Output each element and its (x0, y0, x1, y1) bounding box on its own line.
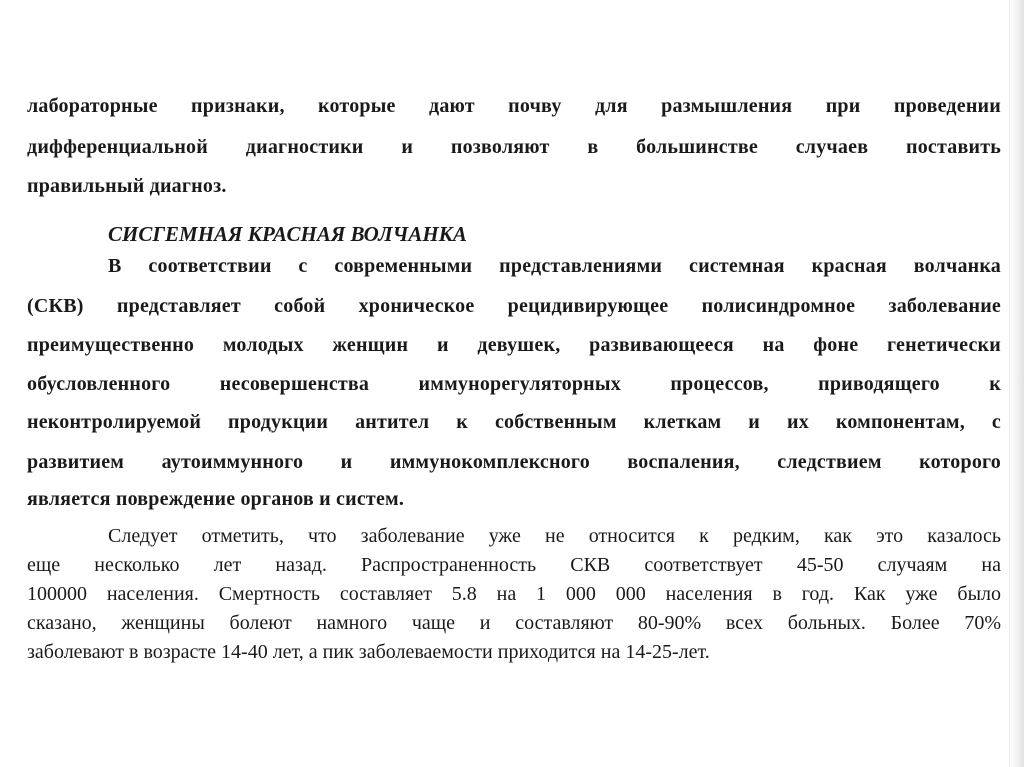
text-line: правильный диагноз. (27, 175, 227, 197)
text-line: дифференциальной диагностики и позволяют в большинстве случаев поставить (27, 136, 1001, 158)
text-line: является повреждение органов и систем. (27, 488, 405, 510)
text-line: заболевают в возрасте 14-40 лет, а пик заболеваемости приходится на 14-25-лет. (27, 641, 710, 663)
text-line: преимущественно молодых женщин и девушек, развивающееся на фоне генетически (27, 334, 1001, 356)
text-line: неконтролируемой продукции антител к собственным клеткам и их компонентам, с (27, 411, 1001, 433)
text-line: развитием аутоиммунного и иммунокомплексного воспаления, следствием которого (27, 451, 1001, 473)
text-line: Следует отметить, что заболевание уже не относится к редким, как это казалось (108, 525, 1001, 547)
text-line: В соответствии с современными представлениями системная красная волчанка (108, 255, 1001, 277)
text-line: 100000 населения. Смертность составляет 5.8 на 1 000 000 населения в год. Как уже было (27, 583, 1001, 605)
text-line: еще несколько лет назад. Распространенность СКВ соответствует 45-50 случаям на (27, 554, 1001, 576)
page-edge-shadow (1009, 0, 1024, 767)
text-line: лабораторные признаки, которые дают почву для размышления при проведении (27, 95, 1001, 117)
text-line: обусловленного несовершенства иммунорегуляторных процессов, приводящего к (27, 373, 1001, 395)
text-line: сказано, женщины болеют намного чаще и составляют 80-90% всех больных. Более 70% (27, 612, 1001, 634)
section-heading: СИСГЕМНАЯ КРАСНАЯ ВОЛЧАНКА (108, 222, 467, 246)
document-page (27, 0, 1001, 767)
text-line: (СКВ) представляет собой хроническое рецидивирующее полисиндромное заболевание (27, 295, 1001, 317)
